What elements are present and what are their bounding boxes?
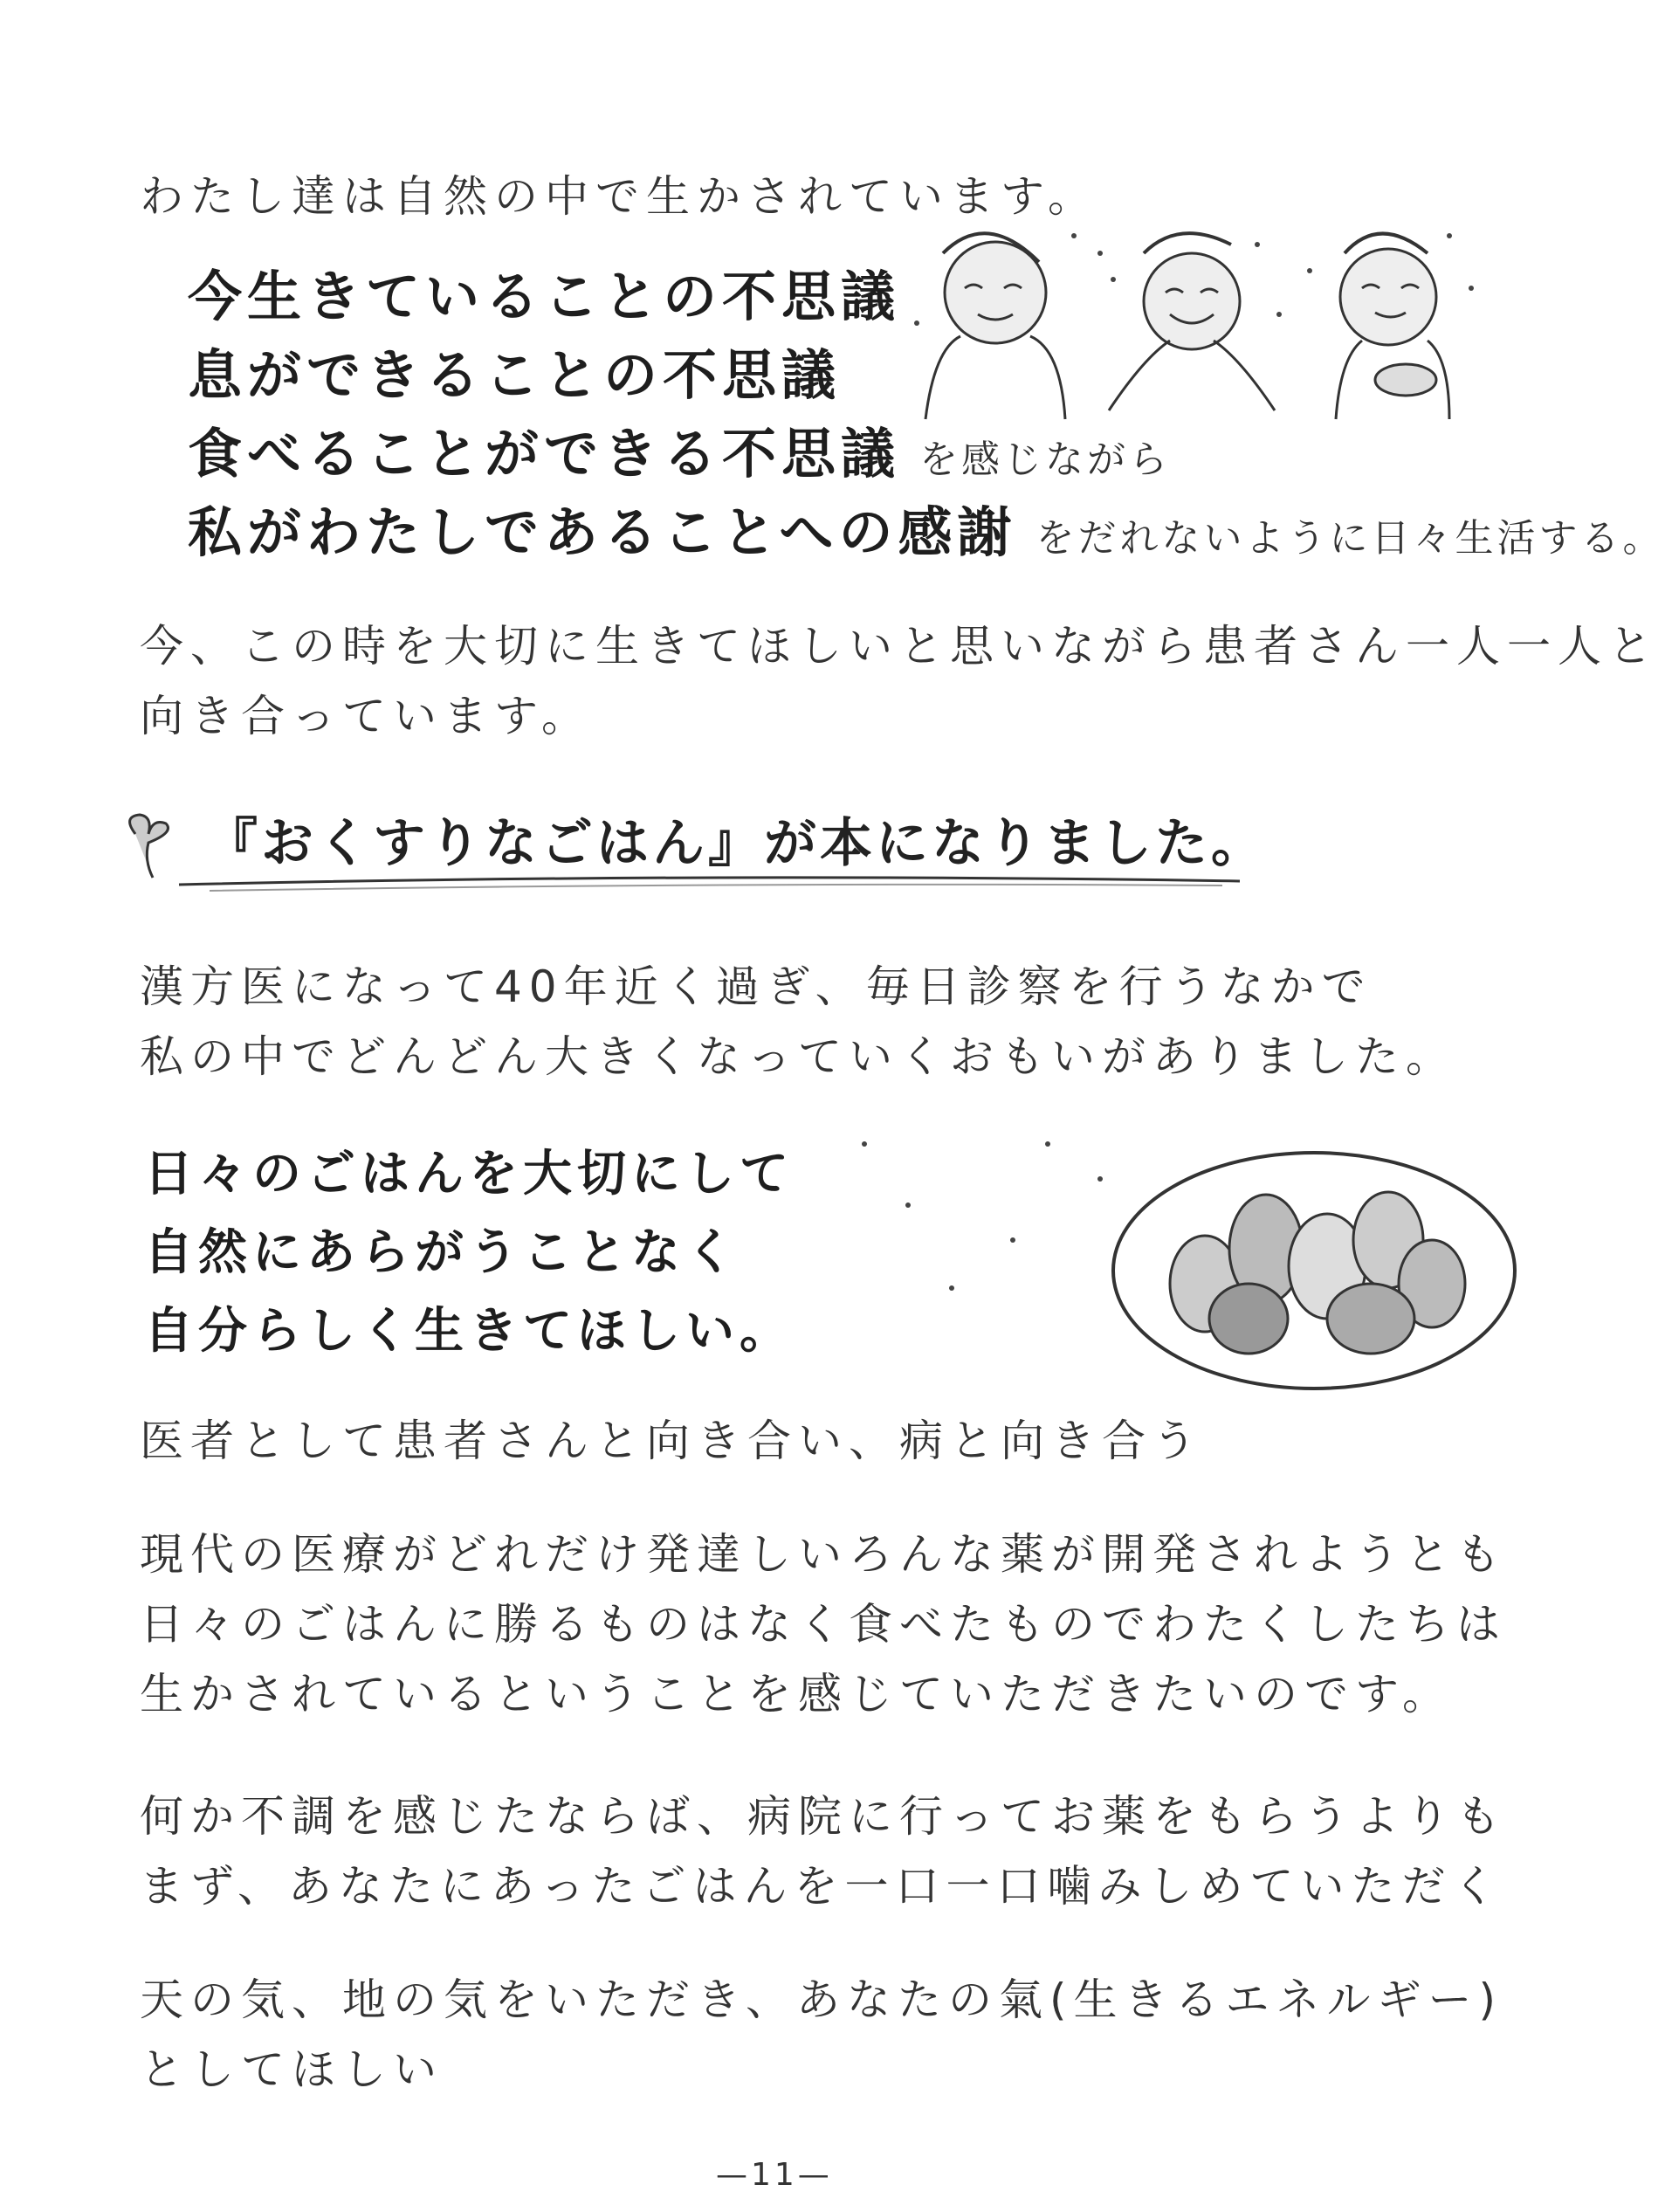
bowl-of-vegetables-illustration [838, 1109, 1484, 1406]
heading-underline [175, 869, 1249, 895]
section-heading: 『おくすりなごはん』が本になりました。 [205, 813, 1267, 874]
intro-text: わたし達は自然の中で生かされています。 [140, 171, 1098, 222]
doctor-text: 医者として患者さんと向き合い、病と向き合う [140, 1416, 1203, 1466]
now-line-1: 今、この時を大切に生きてほしいと思いながら患者さん一人一人と [140, 621, 1659, 672]
wonder-line-4-tail: をだれないように日々生活する。 [1035, 516, 1665, 561]
wish-line-3: 自分らしく生きてほしい。 [144, 1303, 794, 1360]
page-number: —11— [716, 2157, 833, 2193]
wonder-line-1: 今生きていることの不思議 [188, 265, 901, 328]
now-line-2: 向き合っています。 [140, 691, 592, 741]
modern-line-2: 日々のごはんに勝るものはなく食べたものでわたくしたちは [140, 1599, 1507, 1650]
ill-line-2: まず、あなたにあったごはんを一口一口噛みしめていただく [140, 1861, 1503, 1912]
ill-line-1: 何か不調を感じたならば、病院に行ってお薬をもらうよりも [140, 1791, 1507, 1842]
three-faces-illustration [891, 218, 1484, 428]
wonder-line-3-tail: を感じながら [919, 438, 1172, 482]
kampo-line-2: 私の中でどんどん大きくなっていくおもいがありました。 [140, 1031, 1456, 1082]
wish-line-1: 日々のごはんを大切にして [144, 1146, 794, 1202]
wonder-line-2: 息ができることの不思議 [188, 343, 842, 407]
modern-line-1: 現代の医療がどれだけ発達しいろんな薬が開発されようとも [140, 1529, 1507, 1580]
ki-line-2: としてほしい [140, 2044, 444, 2095]
ki-line-1: 天の気、地の気をいただき、あなたの氣(生きるエネルギー) [140, 1974, 1503, 2025]
kampo-line-1: 漢方医になって40年近く過ぎ、毎日診察を行うなかで [140, 961, 1373, 1012]
wish-line-2: 自然にあらがうことなく [144, 1224, 740, 1281]
wonder-line-3: 食べることができる不思議 を感じながら [188, 422, 1172, 486]
wonder-line-4: 私がわたしであることへの感謝 をだれないように日々生活する。 [188, 500, 1665, 564]
modern-line-3: 生かされているということを感じていただきたいのです。 [140, 1669, 1453, 1719]
